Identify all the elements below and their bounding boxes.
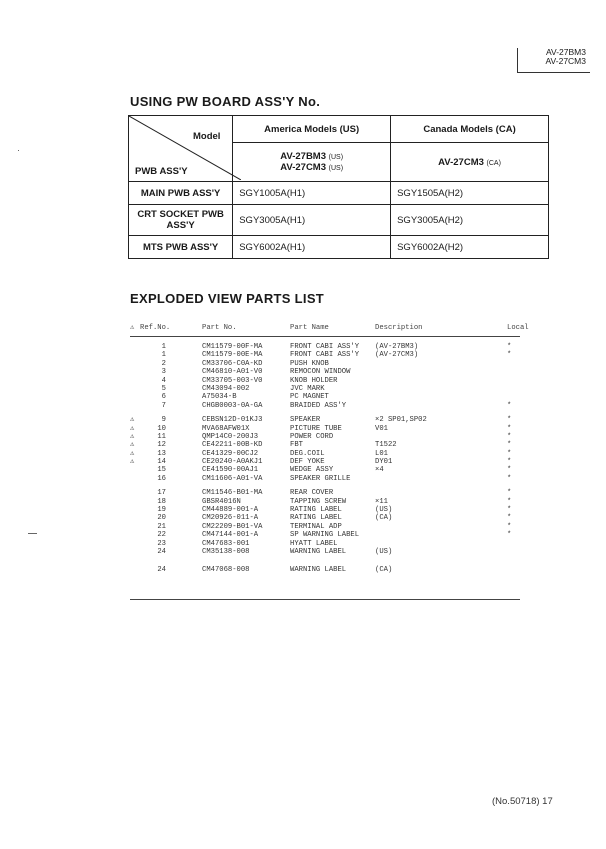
ref-no: 24 bbox=[157, 566, 166, 575]
warning-icon: ⚠ bbox=[130, 441, 135, 450]
col-heading-ca: Canada Models (CA) bbox=[391, 116, 549, 143]
row-us-value: SGY1005A(H1) bbox=[233, 182, 391, 205]
ref-no: 24 bbox=[157, 547, 166, 556]
parts-list bbox=[130, 324, 529, 575]
ref-no: 23 bbox=[157, 539, 166, 548]
table-row bbox=[130, 531, 520, 539]
part-no: CM11579-00F-MA bbox=[202, 343, 263, 351]
part-name: POWER CORD bbox=[290, 432, 334, 441]
table-row bbox=[130, 540, 520, 548]
part-name: WARNING LABEL bbox=[290, 547, 347, 556]
col-heading-us: America Models (US) bbox=[233, 116, 391, 143]
ref-no: 16 bbox=[157, 474, 166, 483]
table-row bbox=[130, 368, 520, 376]
row-ca-value: SGY1505A(H2) bbox=[391, 182, 549, 205]
ref-no: 5 bbox=[161, 384, 166, 393]
part-name: REAR COVER bbox=[290, 489, 334, 498]
row-name: CRT SOCKET PWB ASS'Y bbox=[129, 205, 233, 236]
page-number: (No.50718) 17 bbox=[492, 796, 553, 807]
description: ×2 SP01,SP02 bbox=[375, 416, 427, 425]
part-name: RATING LABEL bbox=[290, 506, 342, 515]
header-local: Local bbox=[507, 324, 529, 332]
scan-dot bbox=[18, 150, 19, 151]
table-row bbox=[130, 475, 520, 483]
local-mark: * bbox=[507, 489, 512, 498]
local-mark: * bbox=[507, 416, 512, 425]
header-name: Part Name bbox=[290, 324, 329, 332]
ref-no: 21 bbox=[157, 522, 166, 531]
ref-no: 1 bbox=[161, 343, 166, 351]
local-mark: * bbox=[507, 351, 512, 360]
part-no: CM11579-00E-MA bbox=[202, 351, 263, 360]
part-no: CEBSN12D-01KJ3 bbox=[202, 416, 263, 425]
table-row bbox=[129, 205, 549, 236]
description: (CA) bbox=[375, 514, 393, 523]
warning-icon: ⚠ bbox=[130, 449, 135, 458]
part-no: CM47068-008 bbox=[202, 566, 250, 575]
table-row bbox=[130, 425, 520, 433]
local-mark: * bbox=[507, 424, 512, 433]
corner-pwb-label: PWB ASS'Y bbox=[135, 166, 188, 177]
table-row bbox=[130, 351, 520, 359]
table-row bbox=[130, 523, 520, 531]
warning-icon: ⚠ bbox=[130, 416, 135, 425]
table-row bbox=[130, 514, 520, 522]
table-row bbox=[130, 402, 520, 410]
part-no: CHGB0003-0A-GA bbox=[202, 401, 263, 410]
part-no: CM33705-003-V0 bbox=[202, 376, 263, 385]
parts-header-row bbox=[130, 324, 529, 335]
part-no: CE20240-A0AKJ1 bbox=[202, 458, 263, 467]
table-row bbox=[130, 458, 520, 466]
warning-icon: ⚠ bbox=[130, 458, 135, 467]
part-no: CM43094-002 bbox=[202, 384, 250, 393]
ref-no: 7 bbox=[161, 401, 166, 410]
parts-header-rule bbox=[130, 336, 520, 337]
table-row bbox=[130, 441, 520, 449]
corner-cell bbox=[129, 116, 233, 182]
part-name: FRONT CABI ASS'Y bbox=[290, 351, 360, 360]
description: DY01 bbox=[375, 458, 393, 467]
header-ref: Ref.No. bbox=[140, 324, 171, 332]
row-gap bbox=[130, 556, 520, 566]
us-models-cell bbox=[233, 143, 391, 182]
part-name: SPEAKER bbox=[290, 416, 321, 425]
part-no: CM20926-011-A bbox=[202, 514, 259, 523]
warning-icon: ⚠ bbox=[130, 432, 135, 441]
table-row bbox=[130, 343, 520, 351]
pwb-section-title: USING PW BOARD ASS'Y No. bbox=[130, 94, 321, 109]
description: (US) bbox=[375, 506, 393, 515]
part-name: FBT bbox=[290, 441, 303, 450]
description: ×11 bbox=[375, 497, 388, 506]
table-row bbox=[130, 466, 520, 474]
part-no: CM46810-A01-V0 bbox=[202, 368, 263, 377]
part-no: CM35138-008 bbox=[202, 547, 250, 556]
part-name: KNOB HOLDER bbox=[290, 376, 338, 385]
part-no: A75034-B bbox=[202, 393, 237, 402]
local-mark: * bbox=[507, 466, 512, 475]
table-row bbox=[130, 489, 520, 497]
local-mark: * bbox=[507, 531, 512, 540]
row-name: MTS PWB ASS'Y bbox=[129, 236, 233, 259]
row-ca-value: SGY3005A(H2) bbox=[391, 205, 549, 236]
description: ×4 bbox=[375, 466, 384, 475]
local-mark: * bbox=[507, 441, 512, 450]
local-mark: * bbox=[507, 458, 512, 467]
row-ca-value: SGY6002A(H2) bbox=[391, 236, 549, 259]
ref-no: 4 bbox=[161, 376, 166, 385]
ref-no: 18 bbox=[157, 497, 166, 506]
part-name: HYATT LABEL bbox=[290, 539, 338, 548]
table-row bbox=[130, 450, 520, 458]
part-name: DEG.COIL bbox=[290, 449, 325, 458]
ref-no: 22 bbox=[157, 531, 166, 540]
part-no: CM22209-B01-VA bbox=[202, 522, 263, 531]
ref-no: 14 bbox=[157, 458, 166, 467]
ref-no: 20 bbox=[157, 514, 166, 523]
part-no: CM47144-001-A bbox=[202, 531, 259, 540]
part-no: QMP14C0-200J3 bbox=[202, 432, 259, 441]
part-name: SP WARNING LABEL bbox=[290, 531, 360, 540]
ref-no: 11 bbox=[157, 432, 166, 441]
us-model-2: AV-27CM3 bbox=[280, 162, 327, 173]
part-no: CE42211-00B-KD bbox=[202, 441, 263, 450]
part-no: CM47683-001 bbox=[202, 539, 250, 548]
part-name: PC MAGNET bbox=[290, 393, 329, 402]
ref-no: 13 bbox=[157, 449, 166, 458]
ca-models-cell bbox=[391, 143, 549, 182]
part-name: FRONT CABI ASS'Y bbox=[290, 343, 360, 351]
part-name: TAPPING SCREW bbox=[290, 497, 347, 506]
scan-mark bbox=[28, 533, 37, 534]
part-name: WARNING LABEL bbox=[290, 566, 347, 575]
parts-bottom-rule bbox=[130, 599, 520, 600]
warning-icon: ⚠ bbox=[130, 324, 135, 332]
warning-icon: ⚠ bbox=[130, 424, 135, 433]
local-mark: * bbox=[507, 506, 512, 515]
ref-no: 1 bbox=[161, 351, 166, 360]
ref-no: 6 bbox=[161, 393, 166, 402]
table-row bbox=[130, 377, 520, 385]
model-box bbox=[517, 48, 590, 73]
description: (CA) bbox=[375, 566, 393, 575]
description: L01 bbox=[375, 449, 388, 458]
ref-no: 10 bbox=[157, 424, 166, 433]
local-mark: * bbox=[507, 514, 512, 523]
us-model-2-suffix: (US) bbox=[328, 165, 344, 172]
table-row bbox=[130, 433, 520, 441]
ref-no: 3 bbox=[161, 368, 166, 377]
us-model-1-suffix: (US) bbox=[328, 154, 344, 161]
part-name: WEDGE ASSY bbox=[290, 466, 334, 475]
table-row bbox=[129, 182, 549, 205]
table-row bbox=[130, 385, 520, 393]
row-name: MAIN PWB ASS'Y bbox=[129, 182, 233, 205]
part-no: CE41329-00CJ2 bbox=[202, 449, 259, 458]
part-name: RATING LABEL bbox=[290, 514, 342, 523]
part-no: CE41590-00AJ1 bbox=[202, 466, 259, 475]
table-row bbox=[130, 506, 520, 514]
table-row bbox=[130, 360, 520, 368]
table-row bbox=[130, 416, 520, 424]
ref-no: 2 bbox=[161, 359, 166, 368]
description: (AV-27BM3) bbox=[375, 343, 419, 351]
corner-model-label: Model bbox=[193, 131, 221, 142]
description: V01 bbox=[375, 424, 388, 433]
table-row bbox=[130, 566, 520, 574]
part-name: SPEAKER GRILLE bbox=[290, 474, 351, 483]
model-line-1: AV-27BM3 bbox=[545, 47, 586, 57]
table-row bbox=[129, 236, 549, 259]
row-us-value: SGY6002A(H1) bbox=[233, 236, 391, 259]
us-model-1: AV-27BM3 bbox=[280, 151, 327, 162]
local-mark: * bbox=[507, 497, 512, 506]
part-no: MVA68AFW01X bbox=[202, 424, 250, 433]
local-mark: * bbox=[507, 474, 512, 483]
part-name: BRAIDED ASS'Y bbox=[290, 401, 347, 410]
local-mark: * bbox=[507, 449, 512, 458]
ref-no: 19 bbox=[157, 506, 166, 515]
parts-rows bbox=[130, 343, 520, 575]
part-name: TERMINAL ADP bbox=[290, 522, 342, 531]
header-desc: Description bbox=[375, 324, 423, 332]
pwb-table bbox=[128, 115, 549, 259]
ref-no: 12 bbox=[157, 441, 166, 450]
ref-no: 17 bbox=[157, 489, 166, 498]
model-line-2: AV-27CM3 bbox=[545, 56, 586, 66]
header-part: Part No. bbox=[202, 324, 237, 332]
local-mark: * bbox=[507, 401, 512, 410]
part-no: CM11546-B01-MA bbox=[202, 489, 263, 498]
ca-model-1: AV-27CM3 bbox=[438, 156, 484, 168]
description: T1522 bbox=[375, 441, 397, 450]
part-no: CM11606-A01-VA bbox=[202, 474, 263, 483]
part-no: GBSR4016N bbox=[202, 497, 241, 506]
table-row bbox=[130, 498, 520, 506]
table-row bbox=[130, 393, 520, 401]
description: (AV-27CM3) bbox=[375, 351, 419, 360]
parts-section-title: EXPLODED VIEW PARTS LIST bbox=[130, 291, 325, 306]
part-no: CM33706-C0A-KD bbox=[202, 359, 263, 368]
part-name: PUSH KNOB bbox=[290, 359, 329, 368]
part-name: JVC MARK bbox=[290, 384, 325, 393]
local-mark: * bbox=[507, 343, 512, 351]
part-no: CM44889-001-A bbox=[202, 506, 259, 515]
table-row bbox=[130, 548, 520, 556]
part-name: DEF YOKE bbox=[290, 458, 325, 467]
row-us-value: SGY3005A(H1) bbox=[233, 205, 391, 236]
ref-no: 15 bbox=[157, 466, 166, 475]
part-name: PICTURE TUBE bbox=[290, 424, 342, 433]
ref-no: 9 bbox=[161, 416, 166, 425]
local-mark: * bbox=[507, 432, 512, 441]
local-mark: * bbox=[507, 522, 512, 531]
ca-model-1-suffix: (CA) bbox=[486, 159, 501, 167]
part-name: REMOCON WINDOW bbox=[290, 368, 351, 377]
description: (US) bbox=[375, 547, 393, 556]
